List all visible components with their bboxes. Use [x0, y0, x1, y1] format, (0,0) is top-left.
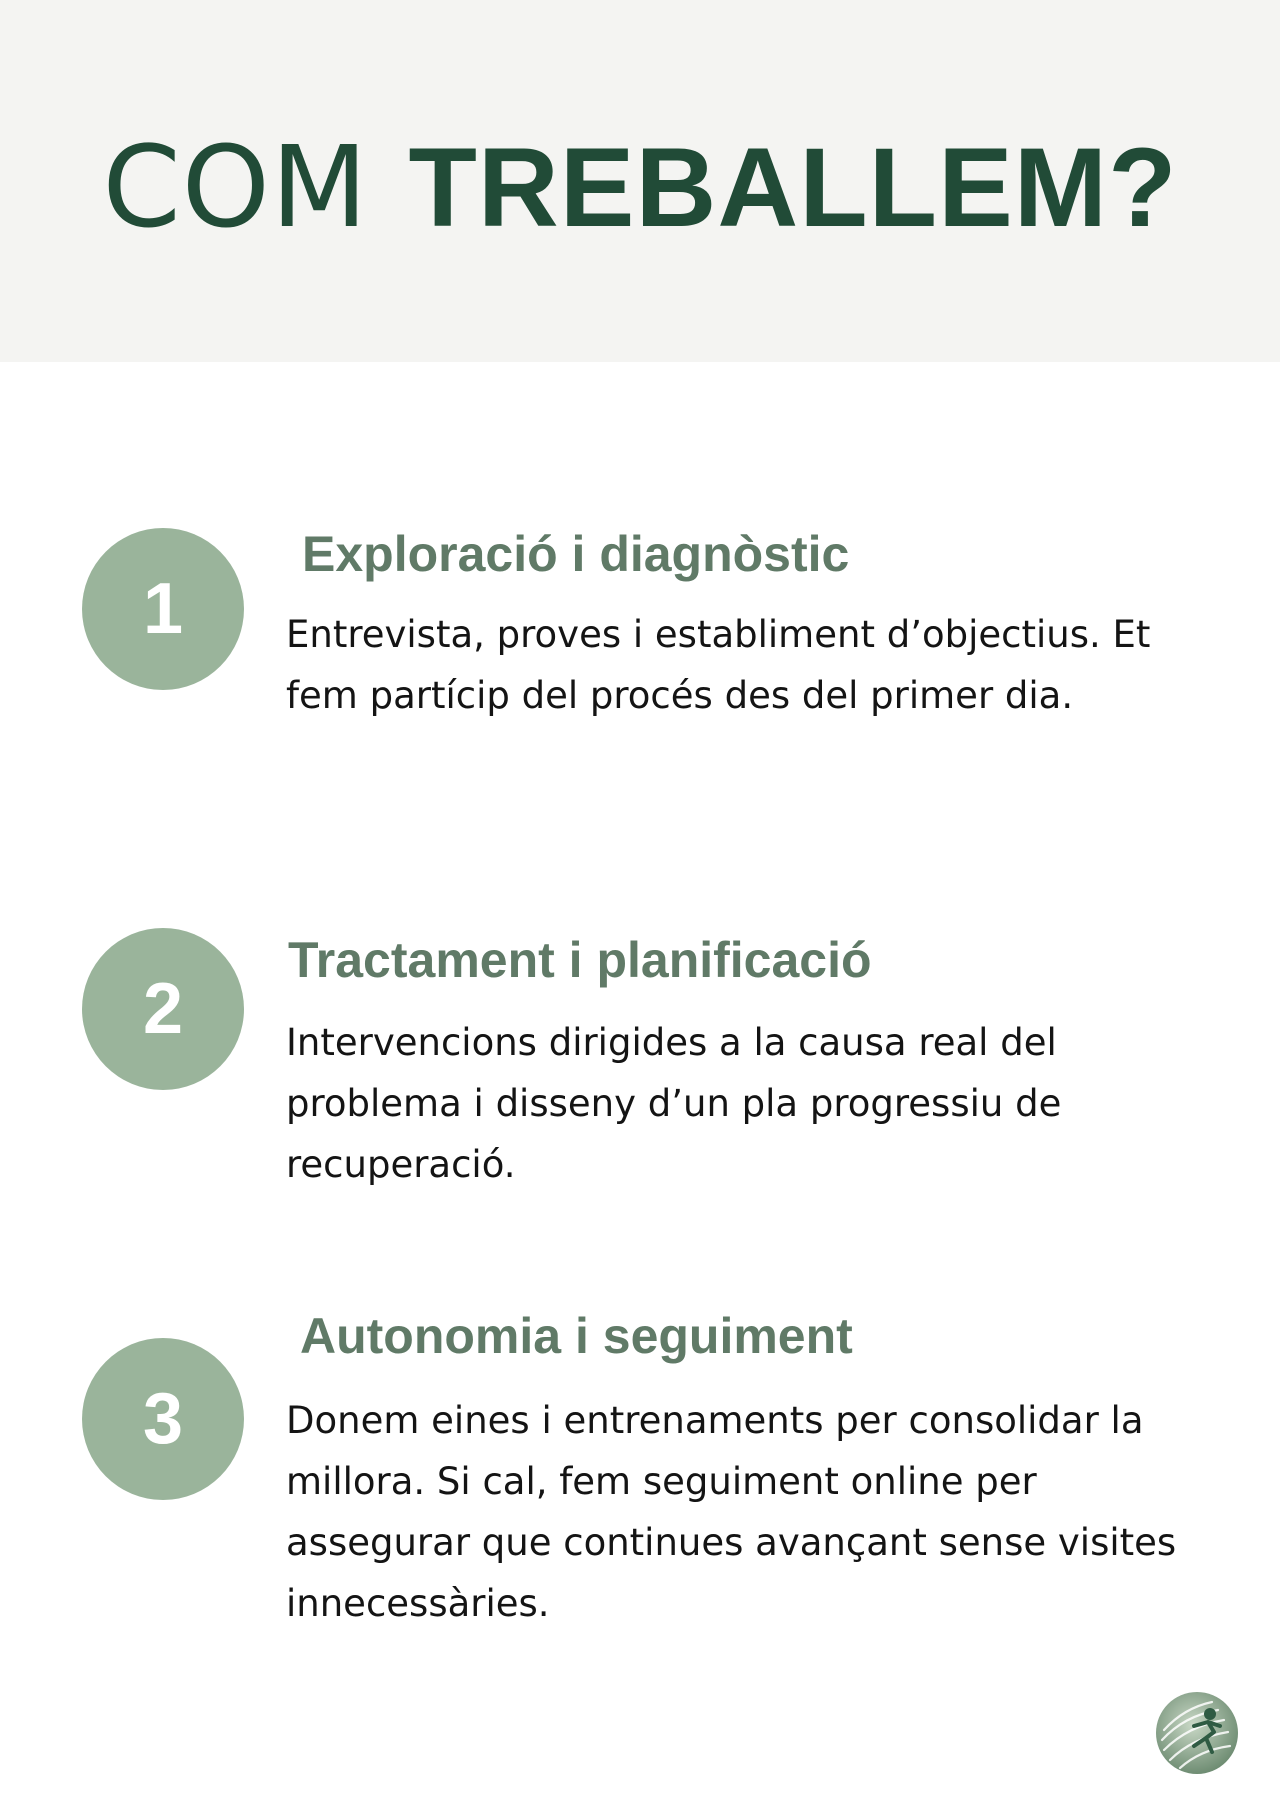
runner-logo-icon [1154, 1690, 1240, 1776]
step-number-badge: 2 [82, 928, 244, 1090]
step-title: Tractament i planificació [288, 932, 872, 988]
step-description [286, 1012, 1186, 1195]
step-description-line: problema i disseny d’un pla progressiu de [286, 1082, 1062, 1125]
step-title: Autonomia i seguiment [300, 1308, 853, 1364]
step-description [286, 604, 1186, 726]
step-description-line: recuperació. [286, 1143, 516, 1186]
page-title-light: COM [102, 123, 369, 253]
step-description-line: innecessàries. [286, 1582, 550, 1625]
step-description-line: fem partícip del procés des del primer dia. [286, 674, 1074, 717]
step-number-badge: 1 [82, 528, 244, 690]
step-description [286, 1390, 1186, 1634]
page-title-bold: TREBALLEM? [408, 125, 1178, 250]
page-title [0, 118, 1280, 258]
step-description-line: Entrevista, proves i establiment d’objectius. Et [286, 613, 1151, 656]
step-title: Exploració i diagnòstic [302, 526, 850, 582]
step-description-line: assegurar que continues avançant sense visites [286, 1521, 1177, 1564]
step-description-line: Intervencions dirigides a la causa real del [286, 1021, 1057, 1064]
step-description-line: Donem eines i entrenaments per consolidar la [286, 1399, 1144, 1442]
step-number-badge: 3 [82, 1338, 244, 1500]
step-description-line: millora. Si cal, fem seguiment online per [286, 1460, 1037, 1503]
